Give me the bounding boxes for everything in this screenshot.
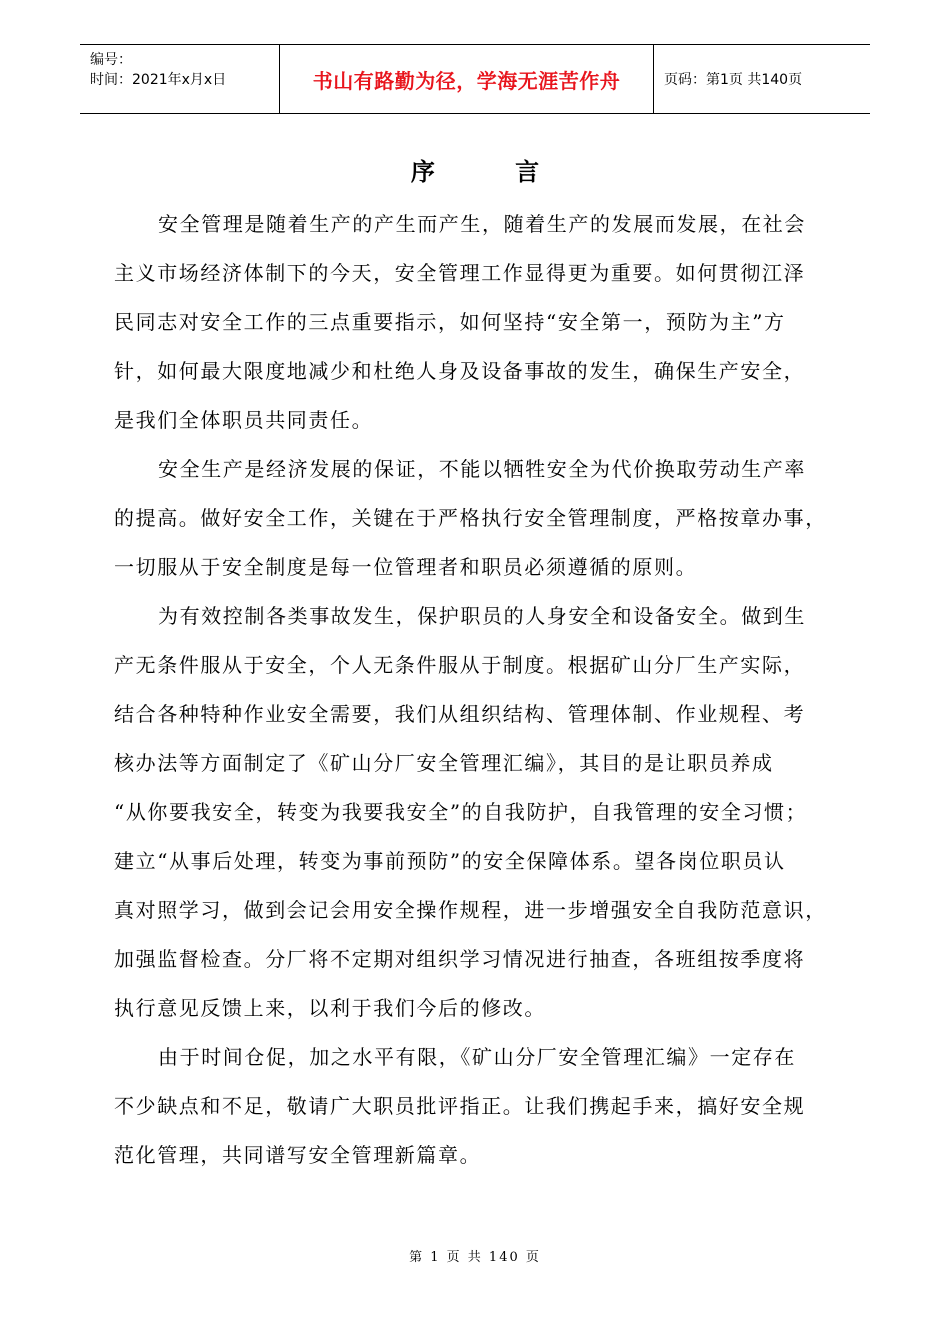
header-motto: 书山有路勤为径，学海无涯苦作舟: [312, 68, 621, 93]
paragraph: [114, 445, 839, 592]
paragraph-line: 真对照学习，做到会记会用安全操作规程，进一步增强安全自我防范意识，: [114, 898, 827, 922]
paragraph-line: 一切服从于安全制度是每一位管理者和职员必须遵循的原则。: [114, 555, 698, 579]
paragraph-line: 主义市场经济体制下的今天，安全管理工作显得更为重要。如何贯彻江泽: [114, 261, 806, 285]
paragraph-line: 核办法等方面制定了《矿山分厂安全管理汇编》，其目的是让职员养成: [114, 751, 774, 775]
paragraph-line: 产无条件服从于安全，个人无条件服从于制度。根据矿山分厂生产实际，: [114, 653, 806, 677]
header-page-info-cell: [654, 45, 870, 113]
page-title: 序 言: [410, 157, 576, 186]
header-motto-cell: [280, 45, 654, 113]
paragraph-line: 建立“从事后处理，转变为事前预防”的安全保障体系。望各岗位职员认: [114, 849, 786, 873]
doc-code-label: 编号：: [90, 52, 132, 68]
paragraph-line: 由于时间仓促，加之水平有限，《矿山分厂安全管理汇编》一定存在: [158, 1045, 796, 1069]
header-page-info: 页码：第1页 共140页: [664, 72, 803, 88]
page-footer: 第 1 页 共 140 页: [409, 1250, 541, 1265]
paragraph-line: 执行意见反馈上来，以利于我们今后的修改。: [114, 996, 546, 1020]
header-meta: [80, 45, 280, 113]
paragraph: [114, 592, 839, 1033]
paragraph-line: 安全生产是经济发展的保证，不能以牺牲安全为代价换取劳动生产率: [158, 457, 806, 481]
preface-body: [114, 200, 839, 1180]
paragraph: [114, 1033, 839, 1180]
paragraph-line: 安全管理是随着生产的产生而产生，随着生产的发展而发展，在社会: [158, 212, 806, 236]
paragraph-line: 不少缺点和不足，敬请广大职员批评指正。让我们携起手来，搞好安全规: [114, 1094, 806, 1118]
paragraph-line: 加强监督检查。分厂将不定期对组织学习情况进行抽查，各班组按季度将: [114, 947, 806, 971]
paragraph-line: 结合各种特种作业安全需要，我们从组织结构、管理体制、作业规程、考: [114, 702, 806, 726]
paragraph-line: 针，如何最大限度地减少和杜绝人身及设备事故的发生，确保生产安全，: [114, 359, 806, 383]
page-header: [80, 44, 870, 114]
paragraph-line: 民同志对安全工作的三点重要指示，如何坚持“安全第一，预防为主”方: [114, 310, 786, 334]
paragraph-line: 的提高。做好安全工作，关键在于严格执行安全管理制度，严格按章办事，: [114, 506, 827, 530]
paragraph-line: 为有效控制各类事故发生，保护职员的人身安全和设备安全。做到生: [158, 604, 806, 628]
paragraph-line: 是我们全体职员共同责任。: [114, 408, 374, 432]
paragraph-line: “从你要我安全，转变为我要我安全”的自我防护，自我管理的安全习惯；: [114, 800, 808, 824]
paragraph-line: 范化管理，共同谱写安全管理新篇章。: [114, 1143, 482, 1167]
doc-time-label: 时间：2021年x月x日: [90, 72, 227, 88]
paragraph: [114, 200, 839, 445]
